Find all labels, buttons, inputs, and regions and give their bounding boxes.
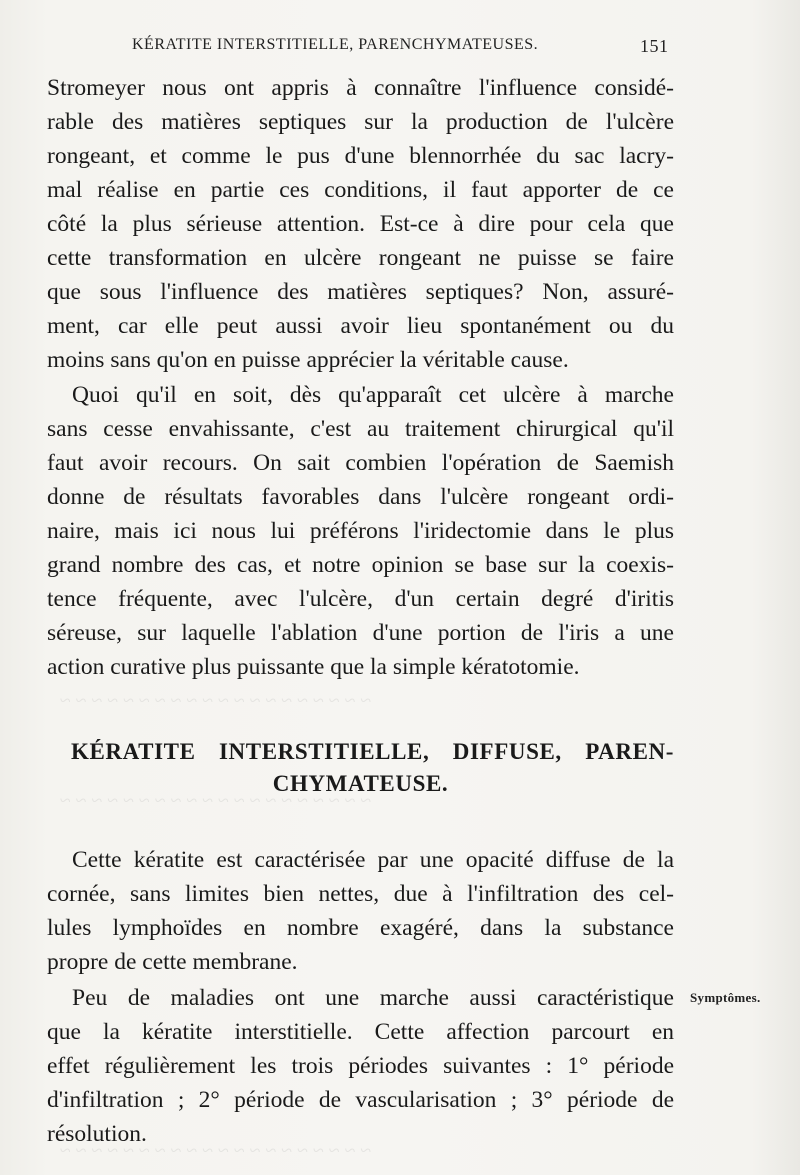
text-line: naire, mais ici nous lui préférons l'iridectomie dans le plus [47,518,674,544]
section-heading-line: KÉRATITE INTERSTITIELLE, DIFFUSE, PAREN- [71,739,674,764]
text-line: action curative plus puissante que la simple kératotomie. [47,654,580,680]
text-line: Peu de maladies ont une marche aussi caractéristique [72,985,674,1011]
paragraph-symptoms [47,981,674,1151]
running-title: KÉRATITE INTERSTITIELLE, PARENCHYMATEUSES. [132,36,539,53]
text-line: ment, car elle peut aussi avoir lieu spontanément ou du [47,313,674,339]
text-line: faut avoir recours. On sait combien l'opération de Saemish [47,450,674,476]
text-line: mal réalise en partie ces conditions, il faut apporter de ce [47,177,674,203]
text-line: côté la plus sérieuse attention. Est-ce à dire pour cela que [47,211,674,237]
text-line: effet régulièrement les trois périodes suivantes : 1° période [47,1053,674,1079]
text-line: Quoi qu'il en soit, dès qu'apparaît cet ulcère à marche [72,382,674,408]
show-through-texture: ~ ~ ~ ~ ~ ~ ~ ~ ~ ~ ~ ~ ~ ~ ~ ~ ~ ~ ~ ~ [60,690,372,712]
show-through-texture: ~ ~ ~ ~ ~ ~ ~ ~ ~ ~ ~ ~ ~ ~ ~ ~ ~ ~ ~ ~ [60,1140,372,1162]
text-line: donne de résultats favorables dans l'ulcère rongeant ordi- [47,484,674,510]
page-number: 151 [640,36,669,56]
text-line: rongeant, et comme le pus d'une blennorrhée du sac lacry- [47,143,674,169]
paragraph-treatment [47,378,674,684]
text-line: rable des matières septiques sur la production de l'ulcère [47,109,674,135]
text-line: résolution. [47,1121,147,1147]
text-line: propre de cette membrane. [47,949,298,975]
text-line: moins sans qu'on en puisse apprécier la véritable cause. [47,347,569,373]
paragraph-continuation [47,71,674,377]
text-line: lules lymphoïdes en nombre exagéré, dans la substance [47,915,674,941]
text-line: cornée, sans limites bien nettes, due à l'infiltration des cel- [47,881,674,907]
text-line: d'infiltration ; 2° période de vascularisation ; 3° période de [47,1087,674,1113]
text-line: Cette kératite est caractérisée par une opacité diffuse de la [72,847,674,873]
running-head [132,36,800,56]
text-line: grand nombre des cas, et notre opinion se base sur la coexis- [47,552,674,578]
paragraph-definition [47,843,674,979]
show-through-texture: ~ ~ ~ ~ ~ ~ ~ ~ ~ ~ ~ ~ ~ ~ ~ ~ ~ ~ ~ ~ [60,790,372,812]
text-line: cette transformation en ulcère rongeant ne puisse se faire [47,245,674,271]
margin-note: Symptômes. [690,990,761,1005]
text-line: que la kératite interstitielle. Cette affection parcourt en [47,1019,674,1045]
text-line: Stromeyer nous ont appris à connaître l'influence considé- [47,75,674,101]
section-heading [47,736,674,800]
section-heading-line: CHYMATEUSE. [272,771,449,796]
text-line: que sous l'influence des matières septiques? Non, assuré- [47,279,674,305]
text-line: sans cesse envahissante, c'est au traitement chirurgical qu'il [47,416,674,442]
text-line: séreuse, sur laquelle l'ablation d'une portion de l'iris a une [47,620,674,646]
text-line: tence fréquente, avec l'ulcère, d'un certain degré d'iritis [47,586,674,612]
